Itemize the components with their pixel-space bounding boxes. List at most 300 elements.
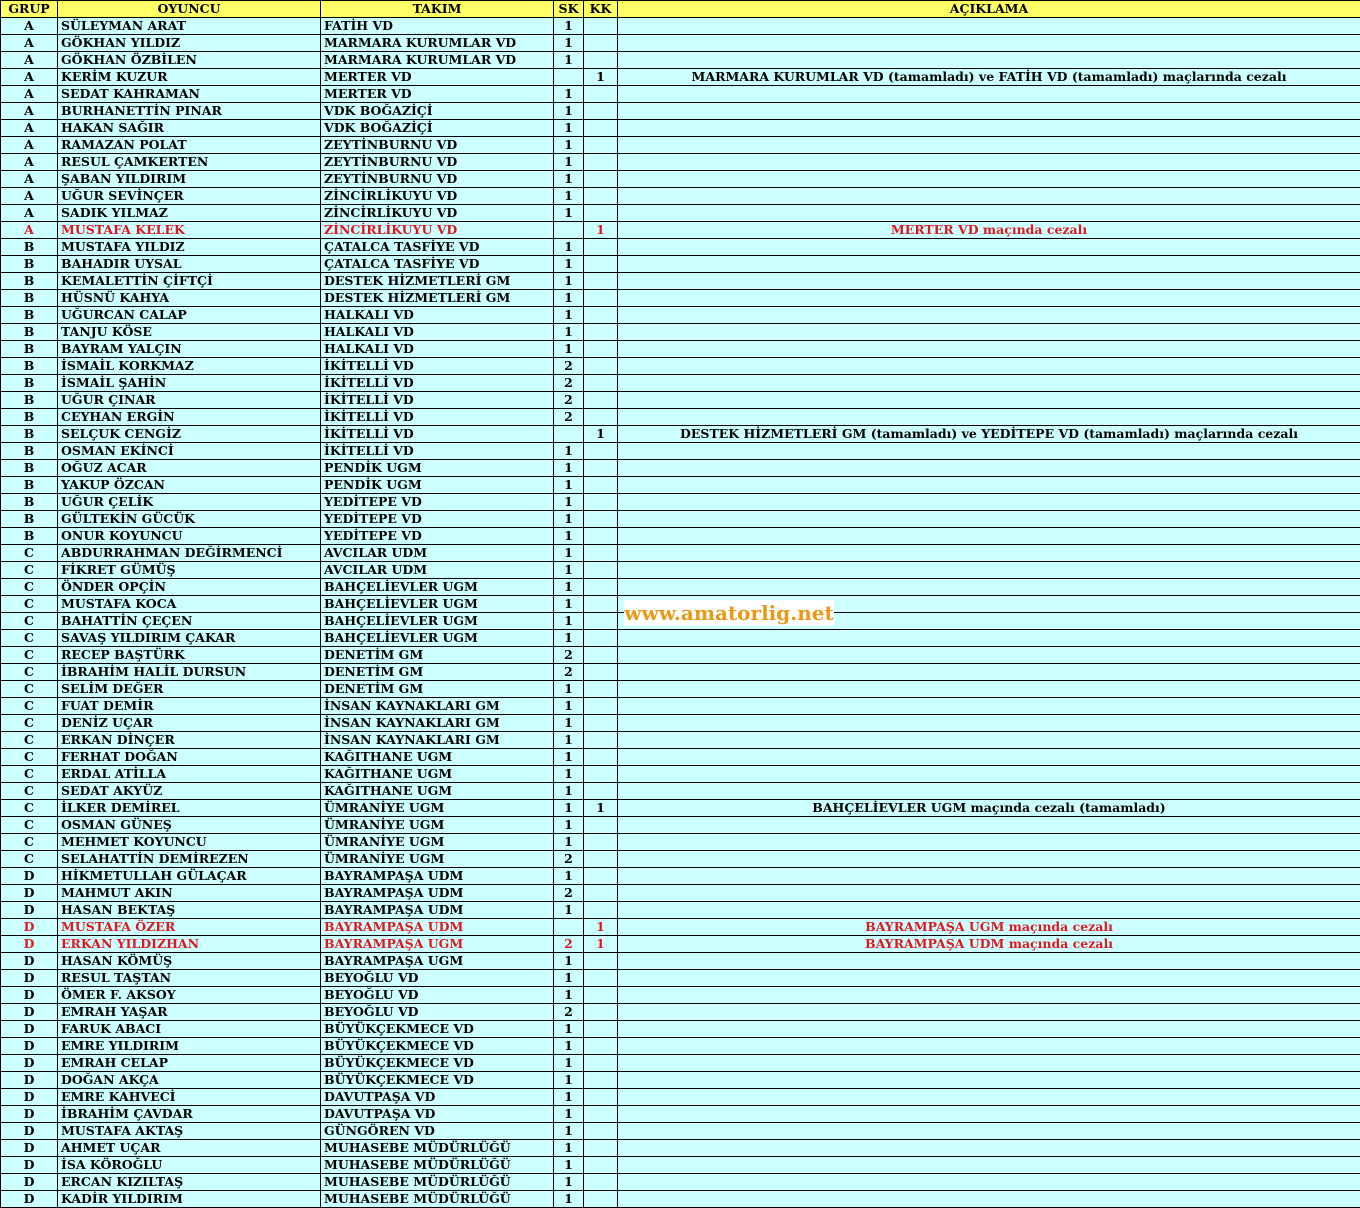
cell-oyuncu: OĞUZ ACAR bbox=[58, 460, 321, 477]
cell-kk bbox=[584, 630, 618, 647]
cell-aciklama bbox=[618, 885, 1360, 902]
cell-kk bbox=[584, 579, 618, 596]
cell-aciklama bbox=[618, 1106, 1360, 1123]
cell-sk: 1 bbox=[554, 1106, 584, 1123]
cell-sk bbox=[554, 69, 584, 86]
cell-grup: C bbox=[1, 749, 58, 766]
cell-sk: 1 bbox=[554, 545, 584, 562]
cell-kk bbox=[584, 392, 618, 409]
cell-oyuncu: DOĞAN AKÇA bbox=[58, 1072, 321, 1089]
cell-sk: 1 bbox=[554, 1072, 584, 1089]
table-row bbox=[1, 290, 1360, 307]
cell-oyuncu: ERKAN YILDIZHAN bbox=[58, 936, 321, 953]
cell-aciklama bbox=[618, 868, 1360, 885]
cell-grup: B bbox=[1, 511, 58, 528]
cell-grup: D bbox=[1, 868, 58, 885]
cell-oyuncu: MUSTAFA KELEK bbox=[58, 222, 321, 239]
cell-kk bbox=[584, 613, 618, 630]
cell-grup: C bbox=[1, 698, 58, 715]
cell-oyuncu: SEDAT KAHRAMAN bbox=[58, 86, 321, 103]
cell-aciklama bbox=[618, 1021, 1360, 1038]
table-row bbox=[1, 86, 1360, 103]
cell-oyuncu: ONUR KOYUNCU bbox=[58, 528, 321, 545]
cell-kk bbox=[584, 171, 618, 188]
cell-kk bbox=[584, 358, 618, 375]
table-row bbox=[1, 477, 1360, 494]
cell-takim: BAHÇELİEVLER UGM bbox=[321, 579, 554, 596]
cell-grup: C bbox=[1, 817, 58, 834]
cell-grup: D bbox=[1, 1038, 58, 1055]
table-row bbox=[1, 749, 1360, 766]
cell-takim: ZİNCİRLİKUYU VD bbox=[321, 222, 554, 239]
cell-oyuncu: ÖMER F. AKSOY bbox=[58, 987, 321, 1004]
table-row bbox=[1, 103, 1360, 120]
cell-aciklama bbox=[618, 375, 1360, 392]
cell-kk bbox=[584, 953, 618, 970]
cell-grup: C bbox=[1, 732, 58, 749]
cell-aciklama bbox=[618, 358, 1360, 375]
cell-takim: BÜYÜKÇEKMECE VD bbox=[321, 1072, 554, 1089]
cell-sk: 2 bbox=[554, 409, 584, 426]
cell-takim: İKİTELLİ VD bbox=[321, 392, 554, 409]
cell-oyuncu: UĞUR SEVİNÇER bbox=[58, 188, 321, 205]
cell-sk bbox=[554, 919, 584, 936]
cell-kk bbox=[584, 987, 618, 1004]
cell-grup: B bbox=[1, 375, 58, 392]
cell-grup: C bbox=[1, 579, 58, 596]
table-row bbox=[1, 511, 1360, 528]
cell-aciklama bbox=[618, 681, 1360, 698]
cell-grup: C bbox=[1, 681, 58, 698]
header-aciklama: AÇIKLAMA bbox=[618, 1, 1360, 18]
table-row bbox=[1, 256, 1360, 273]
cell-aciklama bbox=[618, 817, 1360, 834]
cell-grup: C bbox=[1, 851, 58, 868]
cell-grup: A bbox=[1, 18, 58, 35]
cell-oyuncu: SAVAŞ YILDIRIM ÇAKAR bbox=[58, 630, 321, 647]
cell-kk: 1 bbox=[584, 919, 618, 936]
cell-kk bbox=[584, 1123, 618, 1140]
cell-aciklama bbox=[618, 52, 1360, 69]
cell-oyuncu: GÜLTEKİN GÜCÜK bbox=[58, 511, 321, 528]
cell-takim: BEYOĞLU VD bbox=[321, 987, 554, 1004]
cell-aciklama: BAHÇELİEVLER UGM maçında cezalı (tamamladı) bbox=[618, 800, 1360, 817]
cell-aciklama: BAYRAMPAŞA UGM maçında cezalı bbox=[618, 919, 1360, 936]
cell-grup: D bbox=[1, 1089, 58, 1106]
cell-kk bbox=[584, 256, 618, 273]
cell-sk: 1 bbox=[554, 902, 584, 919]
cell-kk bbox=[584, 834, 618, 851]
cell-sk: 1 bbox=[554, 154, 584, 171]
cell-takim: YEDİTEPE VD bbox=[321, 528, 554, 545]
table-row bbox=[1, 1021, 1360, 1038]
table-row bbox=[1, 239, 1360, 256]
cell-takim: İKİTELLİ VD bbox=[321, 375, 554, 392]
cell-kk bbox=[584, 783, 618, 800]
cell-takim: HALKALI VD bbox=[321, 341, 554, 358]
cell-takim: MARMARA KURUMLAR VD bbox=[321, 35, 554, 52]
cell-aciklama bbox=[618, 749, 1360, 766]
cell-oyuncu: DENİZ UÇAR bbox=[58, 715, 321, 732]
cell-takim: ZİNCİRLİKUYU VD bbox=[321, 188, 554, 205]
cell-sk: 1 bbox=[554, 52, 584, 69]
cell-grup: B bbox=[1, 409, 58, 426]
table-row bbox=[1, 647, 1360, 664]
cell-grup: A bbox=[1, 188, 58, 205]
cell-kk bbox=[584, 324, 618, 341]
header-sk: SK bbox=[554, 1, 584, 18]
cell-sk: 1 bbox=[554, 868, 584, 885]
table-row bbox=[1, 817, 1360, 834]
cell-sk: 2 bbox=[554, 885, 584, 902]
cell-kk bbox=[584, 1072, 618, 1089]
cell-grup: B bbox=[1, 358, 58, 375]
cell-oyuncu: İBRAHİM ÇAVDAR bbox=[58, 1106, 321, 1123]
table-row bbox=[1, 188, 1360, 205]
cell-kk bbox=[584, 273, 618, 290]
cell-aciklama bbox=[618, 834, 1360, 851]
cell-sk: 1 bbox=[554, 1021, 584, 1038]
cell-takim: DESTEK HİZMETLERİ GM bbox=[321, 290, 554, 307]
cell-grup: C bbox=[1, 545, 58, 562]
cell-grup: D bbox=[1, 1004, 58, 1021]
cell-takim: MUHASEBE MÜDÜRLÜĞÜ bbox=[321, 1191, 554, 1208]
table-header bbox=[1, 1, 1360, 18]
cell-oyuncu: RECEP BAŞTÜRK bbox=[58, 647, 321, 664]
cell-kk bbox=[584, 562, 618, 579]
cell-sk: 1 bbox=[554, 732, 584, 749]
cell-kk bbox=[584, 35, 618, 52]
cell-sk: 1 bbox=[554, 341, 584, 358]
cell-sk: 2 bbox=[554, 936, 584, 953]
cell-aciklama bbox=[618, 1191, 1360, 1208]
cell-oyuncu: İSA KÖROĞLU bbox=[58, 1157, 321, 1174]
cell-sk: 1 bbox=[554, 494, 584, 511]
table-row bbox=[1, 18, 1360, 35]
table-row bbox=[1, 1089, 1360, 1106]
cell-sk: 1 bbox=[554, 137, 584, 154]
cell-grup: B bbox=[1, 392, 58, 409]
cell-kk bbox=[584, 1004, 618, 1021]
cell-kk bbox=[584, 409, 618, 426]
cell-kk bbox=[584, 698, 618, 715]
cell-sk: 2 bbox=[554, 647, 584, 664]
cell-grup: A bbox=[1, 35, 58, 52]
cell-grup: D bbox=[1, 1021, 58, 1038]
cell-oyuncu: HASAN BEKTAŞ bbox=[58, 902, 321, 919]
table-row bbox=[1, 460, 1360, 477]
cell-takim: BAYRAMPAŞA UGM bbox=[321, 936, 554, 953]
cell-aciklama bbox=[618, 1004, 1360, 1021]
cell-grup: D bbox=[1, 953, 58, 970]
cell-oyuncu: FERHAT DOĞAN bbox=[58, 749, 321, 766]
cell-kk bbox=[584, 137, 618, 154]
cell-oyuncu: OSMAN EKİNCİ bbox=[58, 443, 321, 460]
cell-kk bbox=[584, 188, 618, 205]
cell-sk bbox=[554, 222, 584, 239]
cell-sk: 2 bbox=[554, 358, 584, 375]
cell-takim: VDK BOĞAZİÇİ bbox=[321, 120, 554, 137]
cell-oyuncu: FİKRET GÜMÜŞ bbox=[58, 562, 321, 579]
cell-oyuncu: ŞABAN YILDIRIM bbox=[58, 171, 321, 188]
cell-grup: A bbox=[1, 52, 58, 69]
table-row bbox=[1, 936, 1360, 953]
cell-aciklama bbox=[618, 494, 1360, 511]
cell-oyuncu: BURHANETTİN PINAR bbox=[58, 103, 321, 120]
cell-sk: 1 bbox=[554, 460, 584, 477]
cell-aciklama bbox=[618, 766, 1360, 783]
cell-aciklama bbox=[618, 1072, 1360, 1089]
cell-oyuncu: RAMAZAN POLAT bbox=[58, 137, 321, 154]
cell-kk bbox=[584, 1174, 618, 1191]
cell-takim: BAYRAMPAŞA UDM bbox=[321, 868, 554, 885]
cell-takim: MUHASEBE MÜDÜRLÜĞÜ bbox=[321, 1140, 554, 1157]
header-kk: KK bbox=[584, 1, 618, 18]
cell-takim: BAYRAMPAŞA UDM bbox=[321, 902, 554, 919]
cell-sk: 1 bbox=[554, 120, 584, 137]
cell-kk bbox=[584, 494, 618, 511]
cell-sk: 1 bbox=[554, 1089, 584, 1106]
cell-sk: 1 bbox=[554, 528, 584, 545]
cell-oyuncu: EMRAH CELAP bbox=[58, 1055, 321, 1072]
table-row bbox=[1, 426, 1360, 443]
table-row bbox=[1, 52, 1360, 69]
cell-takim: ZİNCİRLİKUYU VD bbox=[321, 205, 554, 222]
cell-oyuncu: MUSTAFA KOCA bbox=[58, 596, 321, 613]
cell-takim: DENETİM GM bbox=[321, 647, 554, 664]
cell-aciklama bbox=[618, 1123, 1360, 1140]
cell-kk bbox=[584, 749, 618, 766]
cell-takim: VDK BOĞAZİÇİ bbox=[321, 103, 554, 120]
cell-oyuncu: TANJU KÖSE bbox=[58, 324, 321, 341]
cell-kk bbox=[584, 1021, 618, 1038]
cell-takim: HALKALI VD bbox=[321, 307, 554, 324]
table-row bbox=[1, 1140, 1360, 1157]
table-row bbox=[1, 1055, 1360, 1072]
table-row bbox=[1, 137, 1360, 154]
cell-grup: B bbox=[1, 290, 58, 307]
cell-aciklama bbox=[618, 120, 1360, 137]
table-row bbox=[1, 392, 1360, 409]
cell-aciklama bbox=[618, 732, 1360, 749]
cell-aciklama bbox=[618, 239, 1360, 256]
cell-oyuncu: FUAT DEMİR bbox=[58, 698, 321, 715]
cell-kk bbox=[584, 766, 618, 783]
cell-oyuncu: MUSTAFA AKTAŞ bbox=[58, 1123, 321, 1140]
cell-sk: 1 bbox=[554, 783, 584, 800]
cell-aciklama bbox=[618, 1140, 1360, 1157]
cell-sk: 1 bbox=[554, 307, 584, 324]
cell-grup: C bbox=[1, 766, 58, 783]
cell-oyuncu: İBRAHİM HALİL DURSUN bbox=[58, 664, 321, 681]
cell-takim: HALKALI VD bbox=[321, 324, 554, 341]
cell-oyuncu: İSMAİL KORKMAZ bbox=[58, 358, 321, 375]
cell-kk bbox=[584, 443, 618, 460]
table-row bbox=[1, 1191, 1360, 1208]
cell-grup: D bbox=[1, 1123, 58, 1140]
cell-oyuncu: ERCAN KIZILTAŞ bbox=[58, 1174, 321, 1191]
cell-grup: C bbox=[1, 715, 58, 732]
cell-oyuncu: ERDAL ATİLLA bbox=[58, 766, 321, 783]
cell-kk bbox=[584, 205, 618, 222]
cell-takim: ZEYTİNBURNU VD bbox=[321, 154, 554, 171]
table-row bbox=[1, 494, 1360, 511]
cell-aciklama bbox=[618, 511, 1360, 528]
cell-takim: İNSAN KAYNAKLARI GM bbox=[321, 698, 554, 715]
cell-kk bbox=[584, 681, 618, 698]
cell-oyuncu: EMRAH YAŞAR bbox=[58, 1004, 321, 1021]
cell-takim: AVCILAR UDM bbox=[321, 545, 554, 562]
cell-kk bbox=[584, 307, 618, 324]
cell-takim: MUHASEBE MÜDÜRLÜĞÜ bbox=[321, 1157, 554, 1174]
cell-takim: YEDİTEPE VD bbox=[321, 511, 554, 528]
cell-aciklama: BAYRAMPAŞA UDM maçında cezalı bbox=[618, 936, 1360, 953]
cell-grup: D bbox=[1, 970, 58, 987]
cell-oyuncu: HİKMETULLAH GÜLAÇAR bbox=[58, 868, 321, 885]
cell-takim: BÜYÜKÇEKMECE VD bbox=[321, 1055, 554, 1072]
cell-oyuncu: KEMALETTİN ÇİFTÇİ bbox=[58, 273, 321, 290]
table-row bbox=[1, 545, 1360, 562]
cell-kk bbox=[584, 715, 618, 732]
cell-grup: A bbox=[1, 69, 58, 86]
cell-aciklama bbox=[618, 545, 1360, 562]
cell-grup: A bbox=[1, 86, 58, 103]
cell-oyuncu: SELİM DEĞER bbox=[58, 681, 321, 698]
cell-aciklama bbox=[618, 205, 1360, 222]
cell-grup: D bbox=[1, 987, 58, 1004]
cell-aciklama bbox=[618, 477, 1360, 494]
cell-kk bbox=[584, 1157, 618, 1174]
cell-kk bbox=[584, 885, 618, 902]
table-row bbox=[1, 154, 1360, 171]
cell-aciklama bbox=[618, 970, 1360, 987]
cell-takim: İKİTELLİ VD bbox=[321, 443, 554, 460]
cell-kk bbox=[584, 511, 618, 528]
table-row bbox=[1, 783, 1360, 800]
table-row bbox=[1, 902, 1360, 919]
cell-oyuncu: SELAHATTİN DEMİREZEN bbox=[58, 851, 321, 868]
cell-grup: B bbox=[1, 341, 58, 358]
cell-aciklama bbox=[618, 18, 1360, 35]
cell-takim: ÜMRANİYE UGM bbox=[321, 851, 554, 868]
cell-aciklama bbox=[618, 1174, 1360, 1191]
cell-oyuncu: MAHMUT AKIN bbox=[58, 885, 321, 902]
cell-sk: 1 bbox=[554, 18, 584, 35]
cell-grup: D bbox=[1, 936, 58, 953]
cell-grup: D bbox=[1, 902, 58, 919]
cell-kk bbox=[584, 1089, 618, 1106]
table-row bbox=[1, 324, 1360, 341]
table-row bbox=[1, 358, 1360, 375]
cell-aciklama bbox=[618, 851, 1360, 868]
cell-oyuncu: ÖNDER OPÇİN bbox=[58, 579, 321, 596]
table-row bbox=[1, 953, 1360, 970]
table-row bbox=[1, 171, 1360, 188]
cell-takim: GÜNGÖREN VD bbox=[321, 1123, 554, 1140]
cell-takim: BÜYÜKÇEKMECE VD bbox=[321, 1038, 554, 1055]
cell-sk: 1 bbox=[554, 953, 584, 970]
cell-sk: 2 bbox=[554, 1004, 584, 1021]
cell-grup: D bbox=[1, 1174, 58, 1191]
cell-kk bbox=[584, 528, 618, 545]
cell-oyuncu: HASAN KÖMÜŞ bbox=[58, 953, 321, 970]
cell-takim: AVCILAR UDM bbox=[321, 562, 554, 579]
cell-aciklama bbox=[618, 987, 1360, 1004]
cell-kk bbox=[584, 1191, 618, 1208]
cell-grup: C bbox=[1, 800, 58, 817]
cell-aciklama bbox=[618, 341, 1360, 358]
cell-kk bbox=[584, 154, 618, 171]
cell-sk: 1 bbox=[554, 324, 584, 341]
cell-takim: İNSAN KAYNAKLARI GM bbox=[321, 715, 554, 732]
cell-sk: 1 bbox=[554, 766, 584, 783]
cell-kk bbox=[584, 545, 618, 562]
cell-takim: YEDİTEPE VD bbox=[321, 494, 554, 511]
cell-sk: 1 bbox=[554, 613, 584, 630]
cell-takim: ÇATALCA TASFİYE VD bbox=[321, 239, 554, 256]
cell-takim: MUHASEBE MÜDÜRLÜĞÜ bbox=[321, 1174, 554, 1191]
cell-aciklama bbox=[618, 86, 1360, 103]
cell-sk: 1 bbox=[554, 239, 584, 256]
cell-kk: 1 bbox=[584, 800, 618, 817]
cell-aciklama bbox=[618, 273, 1360, 290]
table-row bbox=[1, 341, 1360, 358]
cell-kk: 1 bbox=[584, 426, 618, 443]
cell-takim: DAVUTPAŞA VD bbox=[321, 1106, 554, 1123]
table-row bbox=[1, 69, 1360, 86]
cell-sk: 1 bbox=[554, 1191, 584, 1208]
header-grup: GRUP bbox=[1, 1, 58, 18]
cell-takim: MERTER VD bbox=[321, 69, 554, 86]
table-row bbox=[1, 375, 1360, 392]
cell-sk: 1 bbox=[554, 970, 584, 987]
cell-grup: B bbox=[1, 426, 58, 443]
table-row bbox=[1, 409, 1360, 426]
cell-oyuncu: EMRE KAHVECİ bbox=[58, 1089, 321, 1106]
cell-takim: BEYOĞLU VD bbox=[321, 970, 554, 987]
header-oyuncu: OYUNCU bbox=[58, 1, 321, 18]
cell-kk bbox=[584, 732, 618, 749]
cell-kk: 1 bbox=[584, 222, 618, 239]
cell-oyuncu: GÖKHAN ÖZBİLEN bbox=[58, 52, 321, 69]
cell-kk bbox=[584, 86, 618, 103]
cell-takim: PENDİK UGM bbox=[321, 477, 554, 494]
cell-kk bbox=[584, 52, 618, 69]
cell-kk bbox=[584, 1140, 618, 1157]
cell-kk bbox=[584, 1106, 618, 1123]
table-row bbox=[1, 443, 1360, 460]
header-takim: TAKIM bbox=[321, 1, 554, 18]
cell-aciklama bbox=[618, 1055, 1360, 1072]
cell-aciklama bbox=[618, 1089, 1360, 1106]
cell-sk: 1 bbox=[554, 205, 584, 222]
cell-kk bbox=[584, 18, 618, 35]
cell-grup: A bbox=[1, 205, 58, 222]
cell-kk bbox=[584, 460, 618, 477]
cell-sk: 2 bbox=[554, 392, 584, 409]
cell-sk: 1 bbox=[554, 987, 584, 1004]
cell-sk: 2 bbox=[554, 851, 584, 868]
cell-sk: 1 bbox=[554, 1157, 584, 1174]
cell-aciklama: MARMARA KURUMLAR VD (tamamladı) ve FATİH VD (tamamladı) maçlarında cezalı bbox=[618, 69, 1360, 86]
cell-sk: 1 bbox=[554, 817, 584, 834]
cell-grup: A bbox=[1, 171, 58, 188]
cell-sk: 1 bbox=[554, 1055, 584, 1072]
table-row bbox=[1, 868, 1360, 885]
cell-takim: BEYOĞLU VD bbox=[321, 1004, 554, 1021]
cell-sk: 1 bbox=[554, 256, 584, 273]
table-row bbox=[1, 307, 1360, 324]
